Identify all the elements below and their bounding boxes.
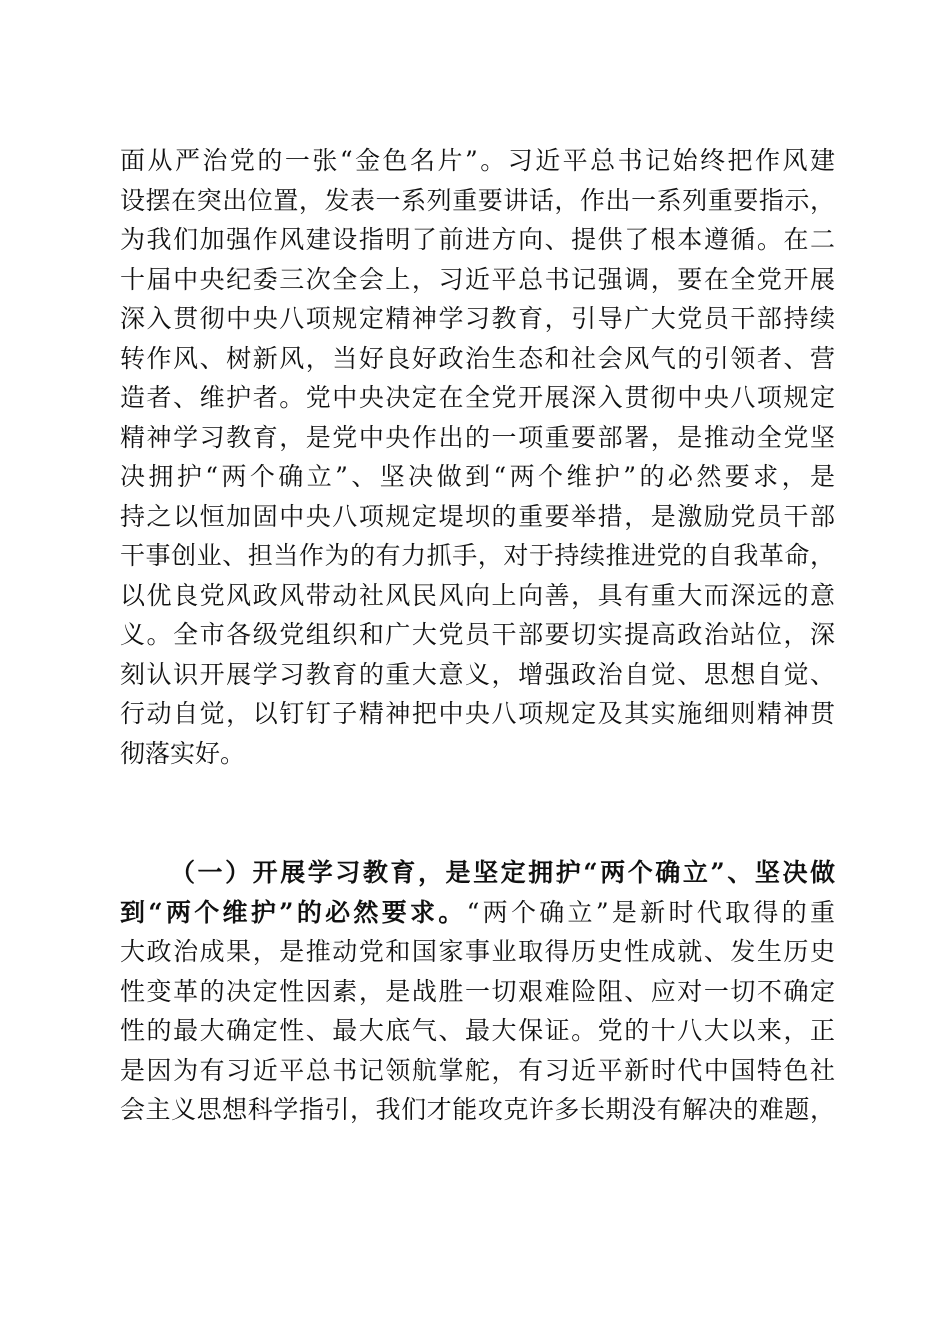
paragraph-line: 持之以恒加固中央八项规定堤坝的重要举措，是激励党员干部: [120, 501, 835, 531]
paragraph-line: 会主义思想科学指引，我们才能攻克许多长期没有解决的难题，: [120, 1095, 835, 1124]
paragraph-line: 决拥护“两个确立”、坚决做到“两个维护”的必然要求，是: [120, 462, 835, 491]
paragraph-line: 面从严治党的一张“金色名片”。习近平总书记始终把作风建: [120, 146, 835, 175]
paragraph-line: 刻认识开展学习教育的重大意义，增强政治自觉、思想自觉、: [120, 659, 835, 689]
section-heading-line: （一）开展学习教育，是坚定拥护“两个确立”、坚决做: [170, 858, 835, 887]
paragraph-line: 设摆在突出位置，发表一系列重要讲话，作出一系列重要指示，: [120, 185, 835, 215]
paragraph-line: 性的最大确定性、最大底气、最大保证。党的十八大以来，正: [120, 1016, 835, 1045]
paragraph-1: [120, 141, 835, 773]
paragraph-line: 以优良党风政风带动社风民风向上向善，具有重大而深远的意: [120, 580, 835, 610]
paragraph-line: 造者、维护者。党中央决定在全党开展深入贯彻中央八项规定: [120, 383, 835, 412]
paragraph-line: 行动自觉，以钉钉子精神把中央八项规定及其实施细则精神贯: [120, 699, 835, 728]
paragraph-line: 为我们加强作风建设指明了前进方向、提供了根本遵循。在二: [120, 225, 835, 254]
section-heading-end: 到“两个维护”的必然要求。: [120, 897, 467, 927]
paragraph-line: 性变革的决定性因素，是战胜一切艰难险阻、应对一切不确定: [120, 976, 835, 1006]
paragraph-line: 十届中央纪委三次全会上，习近平总书记强调，要在全党开展: [120, 264, 835, 294]
paragraph-line: 深入贯彻中央八项规定精神学习教育，引导广大党员干部持续: [120, 304, 835, 333]
paragraph-line: 义。全市各级党组织和广大党员干部要切实提高政治站位，深: [120, 620, 835, 649]
paragraph-line: 干事创业、担当作为的有力抓手，对于持续推进党的自我革命，: [120, 541, 835, 570]
paragraph-line: 转作风、树新风，当好良好政治生态和社会风气的引领者、营: [120, 343, 835, 373]
paragraph-line: 彻落实好。: [120, 738, 246, 768]
paragraph-line: 大政治成果，是推动党和国家事业取得历史性成就、发生历史: [120, 937, 835, 966]
paragraph-text: “两个确立”是新时代取得的重: [466, 897, 835, 927]
paragraph-line: 是因为有习近平总书记领航掌舵，有习近平新时代中国特色社: [120, 1055, 835, 1085]
paragraph-2: [120, 853, 835, 1130]
paragraph-line: [120, 893, 835, 933]
paragraph-line: 精神学习教育，是党中央作出的一项重要部署，是推动全党坚: [120, 422, 835, 452]
